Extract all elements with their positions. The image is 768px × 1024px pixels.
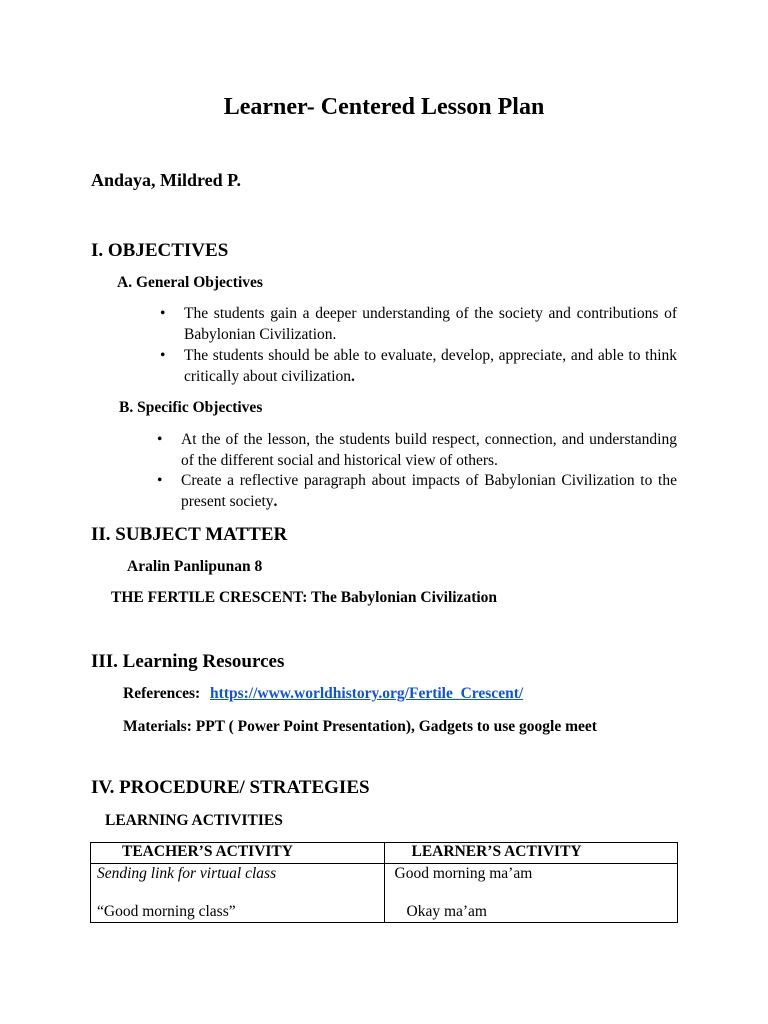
topic-title: THE FERTILE CRESCENT: The Babylonian Civilization: [111, 589, 498, 606]
general-objectives-heading: A. General Objectives: [117, 274, 263, 291]
materials-line: Materials: PPT ( Power Point Presentation), Gadgets to use google meet: [123, 718, 597, 735]
teacher-activity-text: Sending link for virtual class: [97, 865, 277, 882]
specific-objective-item: At the of the lesson, the students build respect, connection, and understanding of the different social and historical view of others.: [181, 431, 677, 469]
subject-name: Aralin Panlipunan 8: [127, 558, 263, 575]
learner-activity-header: LEARNER’S ACTIVITY: [384, 843, 678, 864]
objectives-heading: I. OBJECTIVES: [91, 240, 229, 261]
procedure-heading: IV. PROCEDURE/ STRATEGIES: [91, 777, 370, 798]
specific-objective-item: Create a reflective paragraph about impacts of Babylonian Civilization to the present society.: [181, 472, 677, 510]
teacher-activity-text: “Good morning class”: [97, 903, 236, 920]
teacher-activity-header: TEACHER’S ACTIVITY: [91, 843, 385, 864]
bullet-icon: •: [160, 305, 166, 322]
learning-resources-heading: III. Learning Resources: [91, 651, 285, 672]
subject-matter-heading: II. SUBJECT MATTER: [91, 524, 288, 545]
learner-activity-text: Good morning ma’am: [394, 865, 533, 882]
general-objective-item: The students should be able to evaluate, develop, appreciate, and able to think critically about civilization.: [184, 347, 677, 385]
author-name: Andaya, Mildred P.: [91, 170, 242, 190]
references-line: [123, 685, 523, 703]
specific-objectives-heading: B. Specific Objectives: [119, 399, 263, 416]
activities-table: [90, 842, 678, 923]
learning-activities-heading: LEARNING ACTIVITIES: [105, 812, 283, 829]
general-objective-item: The students gain a deeper understanding of the society and contributions of Babylonian Civilization.: [184, 305, 677, 343]
table-header-row: [91, 843, 678, 864]
learner-activity-text: Okay ma’am: [406, 903, 487, 920]
document-title: Learner- Centered Lesson Plan: [223, 94, 545, 120]
bullet-icon: •: [157, 431, 163, 448]
references-label: References:: [123, 685, 201, 702]
table-row: [91, 864, 678, 923]
bullet-icon: •: [160, 347, 166, 364]
bullet-icon: •: [157, 472, 163, 489]
teacher-activity-cell: [91, 864, 385, 923]
learner-activity-cell: [384, 864, 678, 923]
references-link[interactable]: https://www.worldhistory.org/Fertile_Crescent/: [210, 685, 524, 702]
